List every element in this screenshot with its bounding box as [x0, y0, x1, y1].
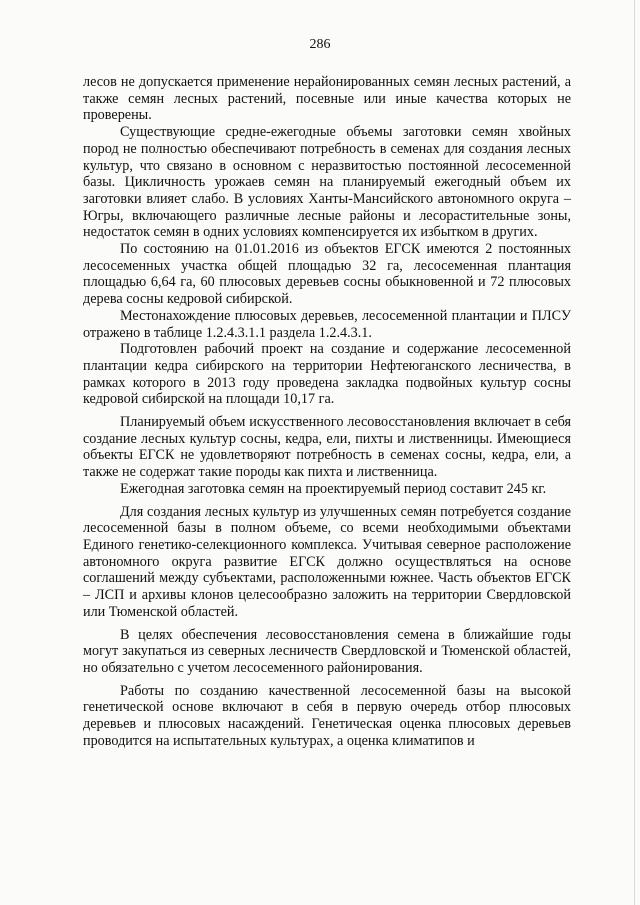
paragraph-5: Подготовлен рабочий проект на создание и содержание лесосеменной плантации кедра сибирского на территории Нефтеюганского лесничества, в рамках которого в 2013 году проведена закладка подвойных культур сосны кедровой сибирской на площади 10,17 га. — [83, 341, 571, 408]
paragraph-9: В целях обеспечения лесовосстановления семена в ближайшие годы могут закупаться из северных лесничеств Свердловской и Тюменской областей, но обязательно с учетом лесосеменного районирования. — [83, 626, 571, 676]
paragraph-6: Планируемый объем искусственного лесовосстановления включает в себя создание лесных культур сосны, кедра, ели, пихты и лиственницы. Имеющиеся объекты ЕГСК не удовлетворяют потребность в семенах сосны, кедра, ели, а также не содержат такие породы как пихта и лиственница. — [83, 414, 571, 481]
paragraph-2: Существующие средне-ежегодные объемы заготовки семян хвойных пород не полностью обеспечивают потребность в семенах для создания лесных культур, что связано в основном с неразвитостью постоянной лесосеменной базы. Цикличность урожаев семян на планируемый ежегодный объем их заготовки влияет слабо. В условиях Ханты-Мансийского автономного округа – Югры, включающего различные лесные районы и лесорастительные зоны, недостаток семян в одних условиях компенсируется их избытком в других. — [83, 124, 571, 241]
page-edge-line — [634, 0, 635, 905]
page-number: 286 — [309, 37, 331, 52]
paragraph-1: лесов не допускается применение нерайонированных семян лесных растений, а также семян лесных растений, посевные или иные качества которых не проверены. — [83, 74, 571, 124]
paragraph-8: Для создания лесных культур из улучшенных семян потребуется создание лесосеменной базы в полном объеме, со всеми необходимыми объектами Единого генетико-селекционного комплекса. Учитывая северное расположение автономного округа развитие ЕГСК должно осуществляться на основе соглашений между субъектами, расположенными южнее. Часть объектов ЕГСК – ЛСП и архивы клонов целесообразно заложить на территории Свердловской или Тюменской областей. — [83, 503, 571, 620]
paragraph-10: Работы по созданию качественной лесосеменной базы на высокой генетической основе включают в себя в первую очередь отбор плюсовых деревьев и плюсовых насаждений. Генетическая оценка плюсовых деревьев проводится на испытательных культурах, а оценка климатипов и — [83, 682, 571, 749]
paragraph-4: Местонахождение плюсовых деревьев, лесосеменной плантации и ПЛСУ отражено в таблице 1.2.4.3.1.1 раздела 1.2.4.3.1. — [83, 307, 571, 341]
paragraph-7: Ежегодная заготовка семян на проектируемый период составит 245 кг. — [120, 480, 547, 497]
paragraph-3: По состоянию на 01.01.2016 из объектов ЕГСК имеются 2 постоянных лесосеменных участка общей площадью 32 га, лесосеменная плантация площадью 6,64 га, 60 плюсовых деревьев сосны обыкновенной и 72 плюсовых дерева сосны кедровой сибирской. — [83, 241, 571, 308]
body-text — [83, 74, 571, 749]
